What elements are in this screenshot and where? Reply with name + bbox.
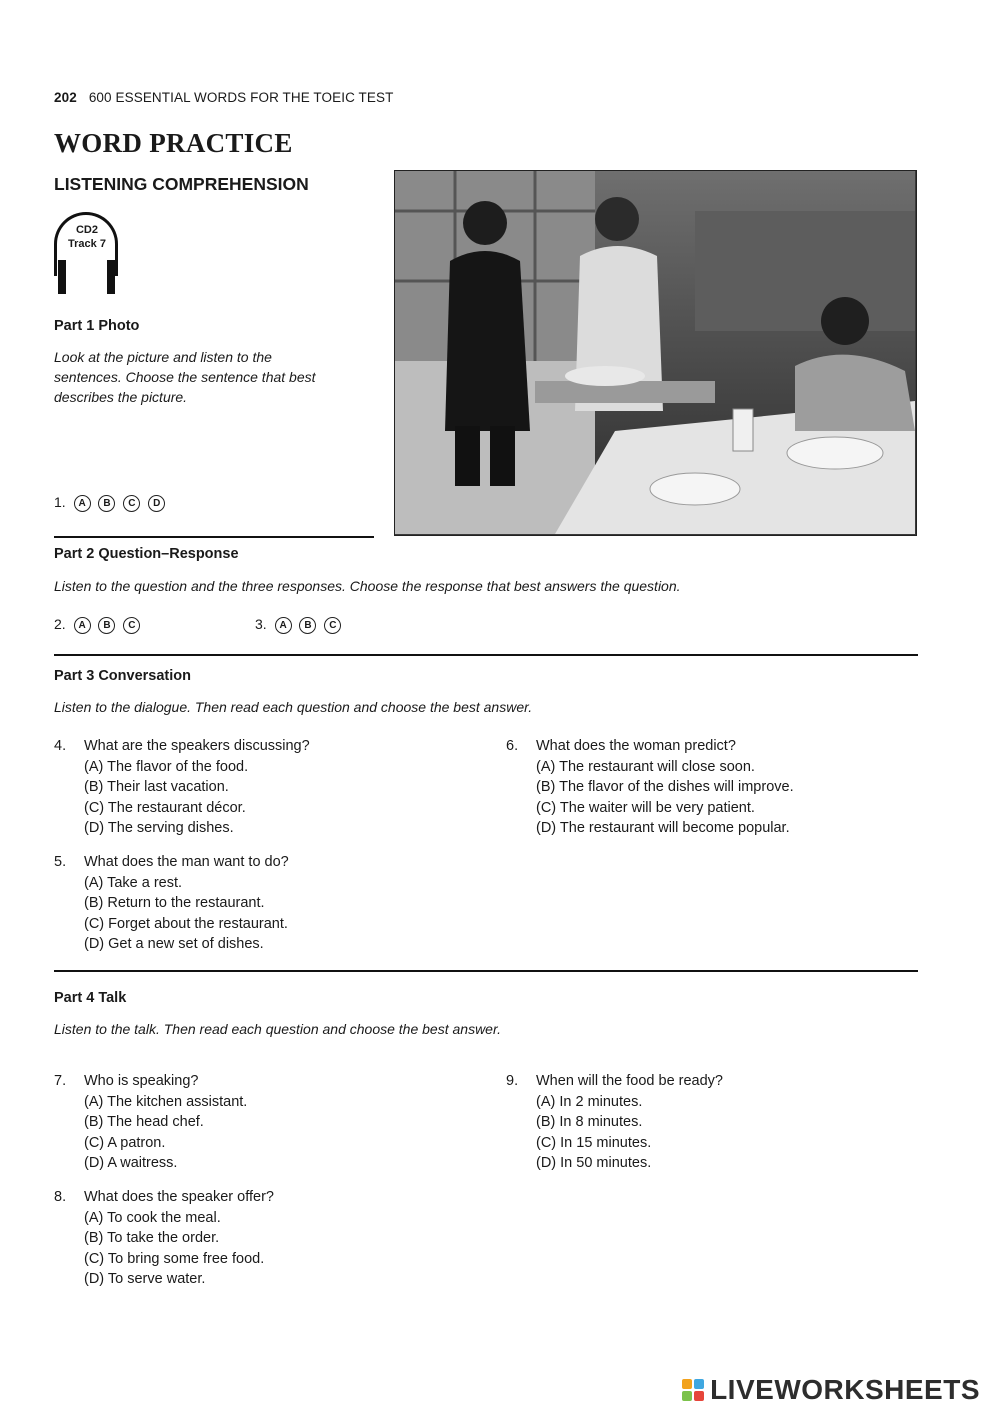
logo-icon bbox=[682, 1379, 704, 1401]
answer-bubble[interactable]: A bbox=[275, 617, 292, 634]
answer-bubble[interactable]: C bbox=[324, 617, 341, 634]
headphones-icon bbox=[52, 212, 124, 296]
divider bbox=[54, 654, 918, 656]
answer-option[interactable]: (D) The serving dishes. bbox=[84, 820, 234, 836]
question-number: 7. bbox=[54, 1073, 67, 1089]
question-number: 6. bbox=[506, 738, 519, 754]
answer-bubble[interactable]: A bbox=[74, 617, 91, 634]
liveworksheets-logo bbox=[682, 1374, 980, 1406]
track-label: Track 7 bbox=[68, 238, 106, 250]
answer-option[interactable]: (B) Return to the restaurant. bbox=[84, 895, 265, 911]
logo-square bbox=[682, 1379, 692, 1389]
answer-option[interactable]: (B) Their last vacation. bbox=[84, 779, 229, 795]
answer-bubble[interactable]: A bbox=[74, 495, 91, 512]
answer-row-1 bbox=[54, 494, 165, 512]
part3-heading: Part 3 Conversation bbox=[54, 668, 191, 684]
question-number: 8. bbox=[54, 1189, 67, 1205]
answer-option[interactable]: (C) The waiter will be very patient. bbox=[536, 799, 755, 816]
answer-bubble[interactable]: D bbox=[148, 495, 165, 512]
question-7 bbox=[54, 1071, 247, 1174]
answer-option[interactable]: (A) To cook the meal. bbox=[84, 1209, 221, 1226]
part1-instructions: Look at the picture and listen to the sentences. Choose the sentence that best describes the picture. bbox=[54, 349, 316, 405]
question-text: What does the speaker offer? bbox=[84, 1189, 274, 1205]
answer-option[interactable]: (C) The restaurant décor. bbox=[84, 799, 246, 816]
part1-heading: Part 1 Photo bbox=[54, 318, 140, 334]
answer-option[interactable]: (C) To bring some free food. bbox=[84, 1250, 265, 1267]
answer-option[interactable]: (C) Forget about the restaurant. bbox=[84, 915, 288, 932]
answer-number: 2. bbox=[54, 616, 66, 632]
answer-bubble[interactable]: C bbox=[123, 495, 140, 512]
answer-bubble[interactable]: B bbox=[98, 617, 115, 634]
question-number: 9. bbox=[506, 1073, 519, 1089]
answer-option[interactable]: (A) In 2 minutes. bbox=[536, 1093, 643, 1110]
cd-label: CD2 bbox=[75, 224, 98, 236]
answer-option[interactable]: (A) The restaurant will close soon. bbox=[536, 758, 755, 775]
answer-option[interactable]: (D) To serve water. bbox=[84, 1271, 206, 1287]
answer-bubble[interactable]: C bbox=[123, 617, 140, 634]
book-title: 600 ESSENTIAL WORDS FOR THE TOEIC TEST bbox=[88, 90, 394, 105]
answer-option[interactable]: (B) The head chef. bbox=[84, 1114, 204, 1130]
part2-heading: Part 2 Question–Response bbox=[54, 546, 239, 562]
divider bbox=[54, 536, 374, 538]
answer-bubble[interactable]: B bbox=[299, 617, 316, 634]
answer-option[interactable]: (A) The kitchen assistant. bbox=[84, 1093, 248, 1110]
answer-option[interactable]: (C) In 15 minutes. bbox=[536, 1134, 652, 1151]
part4-heading: Part 4 Talk bbox=[54, 990, 127, 1006]
answer-row-3 bbox=[255, 616, 341, 634]
answer-option[interactable]: (A) Take a rest. bbox=[84, 874, 183, 891]
question-9 bbox=[506, 1071, 723, 1174]
part3-instructions: Listen to the dialogue. Then read each question and choose the best answer. bbox=[54, 699, 533, 715]
question-4 bbox=[54, 736, 310, 839]
divider bbox=[54, 970, 918, 972]
answer-bubble[interactable]: B bbox=[98, 495, 115, 512]
answer-option[interactable]: (D) In 50 minutes. bbox=[536, 1155, 652, 1171]
question-text: What does the man want to do? bbox=[84, 854, 289, 870]
answer-option[interactable]: (A) The flavor of the food. bbox=[84, 758, 249, 775]
answer-number: 1. bbox=[54, 494, 66, 510]
section-title: LISTENING COMPREHENSION bbox=[54, 174, 309, 194]
question-number: 4. bbox=[54, 738, 67, 754]
question-text: What are the speakers discussing? bbox=[84, 738, 310, 754]
part2-instructions: Listen to the question and the three responses. Choose the response that best answers the question. bbox=[54, 578, 681, 594]
part4-instructions: Listen to the talk. Then read each question and choose the best answer. bbox=[54, 1021, 501, 1037]
running-head bbox=[54, 90, 393, 105]
question-text: What does the woman predict? bbox=[536, 738, 736, 754]
question-8 bbox=[54, 1187, 274, 1290]
answer-option[interactable]: (B) The flavor of the dishes will improve. bbox=[536, 779, 794, 795]
question-6 bbox=[506, 736, 794, 839]
answer-option[interactable]: (B) To take the order. bbox=[84, 1230, 220, 1246]
question-text: When will the food be ready? bbox=[536, 1073, 723, 1089]
page-number: 202 bbox=[54, 90, 77, 105]
answer-row-2 bbox=[54, 616, 140, 634]
answer-option[interactable]: (B) In 8 minutes. bbox=[536, 1114, 643, 1130]
question-number: 5. bbox=[54, 854, 67, 870]
answer-option[interactable]: (D) The restaurant will become popular. bbox=[536, 820, 790, 836]
answer-option[interactable]: (D) A waitress. bbox=[84, 1155, 178, 1171]
question-text: Who is speaking? bbox=[84, 1073, 199, 1089]
answer-number: 3. bbox=[255, 616, 267, 632]
logo-square bbox=[694, 1379, 704, 1389]
logo-square bbox=[682, 1391, 692, 1401]
page-title: WORD PRACTICE bbox=[54, 128, 293, 158]
answer-option[interactable]: (C) A patron. bbox=[84, 1134, 166, 1151]
logo-square bbox=[694, 1391, 704, 1401]
brand-text: LIVEWORKSHEETS bbox=[710, 1374, 980, 1405]
answer-option[interactable]: (D) Get a new set of dishes. bbox=[84, 936, 264, 952]
question-5 bbox=[54, 852, 289, 955]
restaurant-photo bbox=[394, 170, 917, 536]
